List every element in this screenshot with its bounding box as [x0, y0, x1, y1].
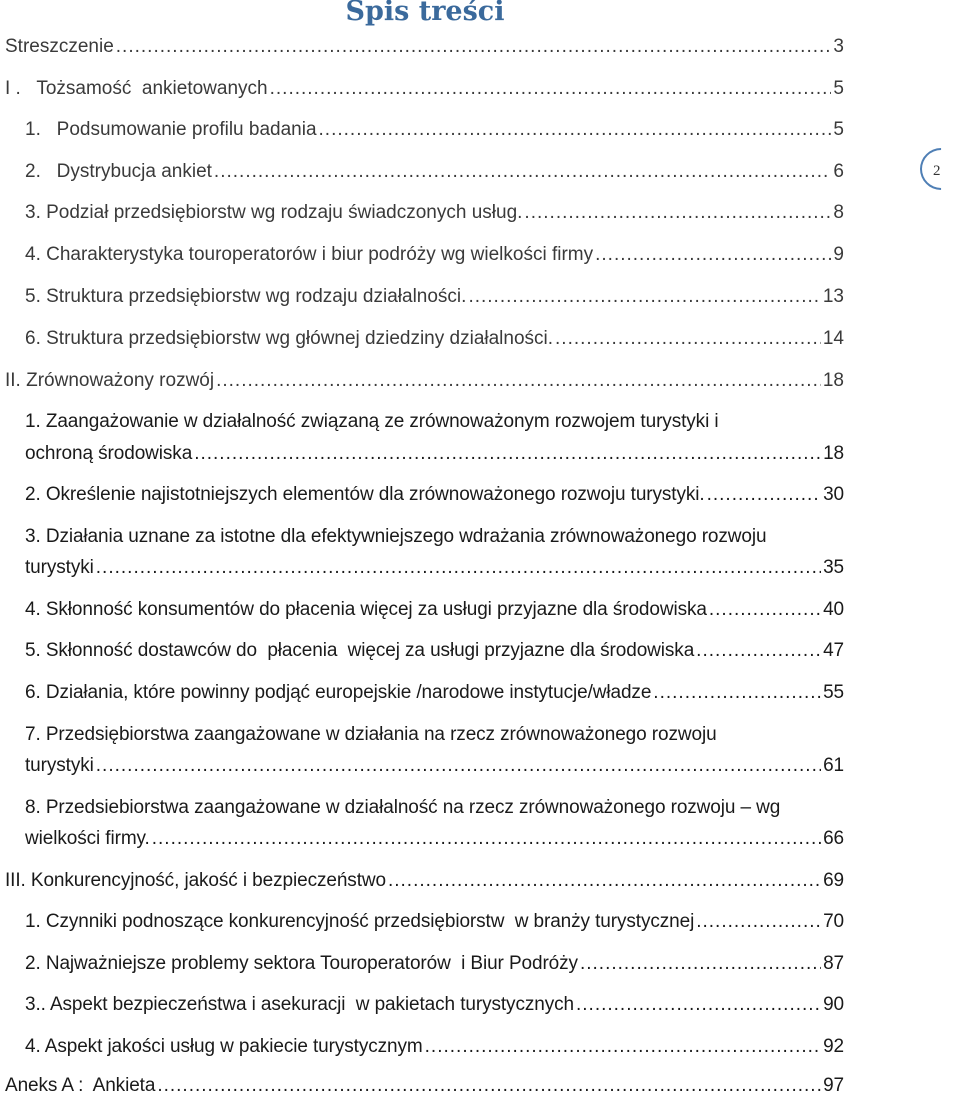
- toc-entry-label: wielkości firmy.: [25, 828, 150, 849]
- toc-entry-dzialania[interactable]: [25, 557, 844, 579]
- toc-entry-tozsamosc[interactable]: [5, 78, 844, 100]
- toc-entry-jakosc[interactable]: [25, 1036, 844, 1058]
- toc-entry-dystrybucja[interactable]: [25, 161, 844, 183]
- toc-entry-label: 5. Skłonność dostawców do płacenia więcej za usługi przyjazne dla środowiska: [25, 640, 695, 661]
- toc-entry-page: 18: [823, 443, 844, 464]
- page-title: Spis treści: [345, 0, 505, 27]
- toc-entry-label: 4. Charakterystyka touroperatorów i biur podróży wg wielkości firmy: [25, 244, 594, 265]
- toc-entry-page: 18: [822, 370, 844, 391]
- leader-dots: [96, 557, 821, 579]
- toc-entry-streszczenie[interactable]: [5, 36, 844, 58]
- toc-entry-charakterystyka[interactable]: [25, 244, 844, 266]
- toc-entry-problemy[interactable]: [25, 953, 844, 975]
- toc-entry-label: 2. Określenie najistotniejszych elementów dla zrównoważonego rozwoju turystyki.: [25, 484, 705, 505]
- toc-entry-label: 2. Dystrybucja ankiet: [25, 161, 212, 182]
- toc-entry-page: 13: [822, 286, 844, 307]
- toc-entry-page: 6: [833, 161, 844, 182]
- leader-dots: [216, 370, 821, 392]
- toc-entry-page: 92: [823, 1036, 844, 1057]
- toc-entry-zaangazowanie-line1[interactable]: 1. Zaangażowanie w działalność związaną ze zrównoważonym rozwojem turystyki i: [25, 411, 719, 432]
- toc-entry-sklonnosc-dostawcow[interactable]: [25, 640, 844, 662]
- toc-entry-label: 1. Podsumowanie profilu badania: [25, 119, 317, 140]
- toc-entry-page: 61: [823, 755, 844, 776]
- leader-dots: [595, 244, 831, 266]
- toc-entry-page: 30: [823, 484, 844, 505]
- leader-dots: [653, 682, 821, 704]
- toc-entry-podzial[interactable]: [25, 202, 844, 224]
- leader-dots: [576, 994, 821, 1016]
- toc-entry-label: I . Tożsamość ankietowanych: [5, 78, 268, 99]
- toc-entry-page: 55: [823, 682, 844, 703]
- toc-entry-zrownowazony-rozwoj[interactable]: [5, 370, 844, 392]
- toc-entry-struktura-dziedzina[interactable]: [25, 328, 844, 350]
- toc-entry-page: 3: [833, 36, 844, 57]
- leader-dots: [157, 1075, 821, 1097]
- toc-entry-label: 3.. Aspekt bezpieczeństwa i asekuracji w pakietach turystycznych: [25, 994, 574, 1015]
- toc-entry-label: 1. Czynniki podnoszące konkurencyjność przedsiębiorstw w branży turystycznej: [25, 911, 695, 932]
- toc-entry-zaangazowanie[interactable]: [25, 443, 844, 465]
- toc-entry-page: 9: [833, 244, 844, 265]
- toc-entry-page: 8: [833, 202, 844, 223]
- leader-dots: [96, 755, 821, 777]
- toc-entry-aneks[interactable]: [5, 1075, 844, 1097]
- page-number: 2: [933, 163, 941, 179]
- toc-entry-label: turystyki: [25, 755, 94, 776]
- toc-entry-struktura-rodzaj[interactable]: [25, 286, 844, 308]
- toc-entry-podsumowanie[interactable]: [25, 119, 844, 141]
- toc-entry-czynniki[interactable]: [25, 911, 844, 933]
- leader-dots: [555, 328, 821, 350]
- toc-entry-przedsiebiorstwa[interactable]: [25, 755, 844, 777]
- leader-dots: [194, 443, 821, 465]
- toc-entry-page: 5: [833, 78, 844, 99]
- toc-entry-page: 40: [823, 599, 844, 620]
- toc-entry-page: 35: [823, 557, 844, 578]
- leader-dots: [152, 828, 821, 850]
- leader-dots: [696, 911, 821, 933]
- toc-entry-label: 4. Aspekt jakości usług w pakiecie turystycznym: [25, 1036, 423, 1057]
- toc-entry-page: 47: [823, 640, 844, 661]
- leader-dots: [319, 119, 832, 141]
- toc-entry-label: 4. Skłonność konsumentów do płacenia więcej za usługi przyjazne dla środowiska: [25, 599, 707, 620]
- leader-dots: [696, 640, 821, 662]
- leader-dots: [270, 78, 832, 100]
- toc-entry-label: turystyki: [25, 557, 94, 578]
- toc-entry-przedsiebiorstwa-line1[interactable]: 7. Przedsiębiorstwa zaangażowane w działania na rzecz zrównoważonego rozwoju: [25, 724, 717, 745]
- toc-entry-page: 97: [823, 1075, 844, 1096]
- toc-entry-page: 5: [833, 119, 844, 140]
- leader-dots: [709, 599, 821, 621]
- leader-dots: [468, 286, 820, 308]
- toc-entry-dzialania-line1[interactable]: 3. Działania uznane za istotne dla efektywniejszego wdrażania zrównoważonego rozwoju: [25, 526, 767, 547]
- leader-dots: [524, 202, 831, 224]
- toc-entry-wielkosc-line1[interactable]: 8. Przedsiebiorstwa zaangażowane w działalność na rzecz zrównoważonego rozwoju – wg: [25, 797, 781, 818]
- leader-dots: [580, 953, 821, 975]
- leader-dots: [707, 484, 821, 506]
- toc-entry-label: ochroną środowiska: [25, 443, 193, 464]
- toc-entry-label: 3. Podział przedsiębiorstw wg rodzaju świadczonych usług.: [25, 202, 523, 223]
- toc-entry-page: 87: [823, 953, 844, 974]
- toc-entry-label: 2. Najważniejsze problemy sektora Touroperatorów i Biur Podróży: [25, 953, 578, 974]
- toc-entry-label: 6. Struktura przedsiębiorstw wg głównej dziedziny działalności.: [25, 328, 554, 349]
- toc-entry-page: 70: [823, 911, 844, 932]
- toc-entry-konkurencyjnosc[interactable]: [5, 870, 844, 892]
- toc-entry-label: II. Zrównoważony rozwój: [5, 370, 215, 391]
- toc-entry-page: 90: [823, 994, 844, 1015]
- toc-entry-dzialania-instytucje[interactable]: [25, 682, 844, 704]
- toc-entry-page: 66: [823, 828, 844, 849]
- toc-entry-label: Aneks A : Ankieta: [5, 1075, 156, 1096]
- toc-entry-okreslenie[interactable]: [25, 484, 844, 506]
- toc-entry-sklonnosc-konsumentow[interactable]: [25, 599, 844, 621]
- toc-entry-label: 6. Działania, które powinny podjąć europejskie /narodowe instytucje/władze: [25, 682, 652, 703]
- leader-dots: [214, 161, 832, 183]
- toc-entry-label: 5. Struktura przedsiębiorstw wg rodzaju działalności.: [25, 286, 467, 307]
- toc-entry-page: 69: [823, 870, 844, 891]
- toc-entry-wielkosc[interactable]: [25, 828, 844, 850]
- leader-dots: [388, 870, 821, 892]
- toc-entry-label: Streszczenie: [5, 36, 114, 57]
- toc-entry-page: 14: [822, 328, 844, 349]
- leader-dots: [116, 36, 832, 58]
- toc-entry-bezpieczenstwo[interactable]: [25, 994, 844, 1016]
- leader-dots: [425, 1036, 821, 1058]
- toc-entry-label: III. Konkurencyjność, jakość i bezpieczeństwo: [5, 870, 386, 891]
